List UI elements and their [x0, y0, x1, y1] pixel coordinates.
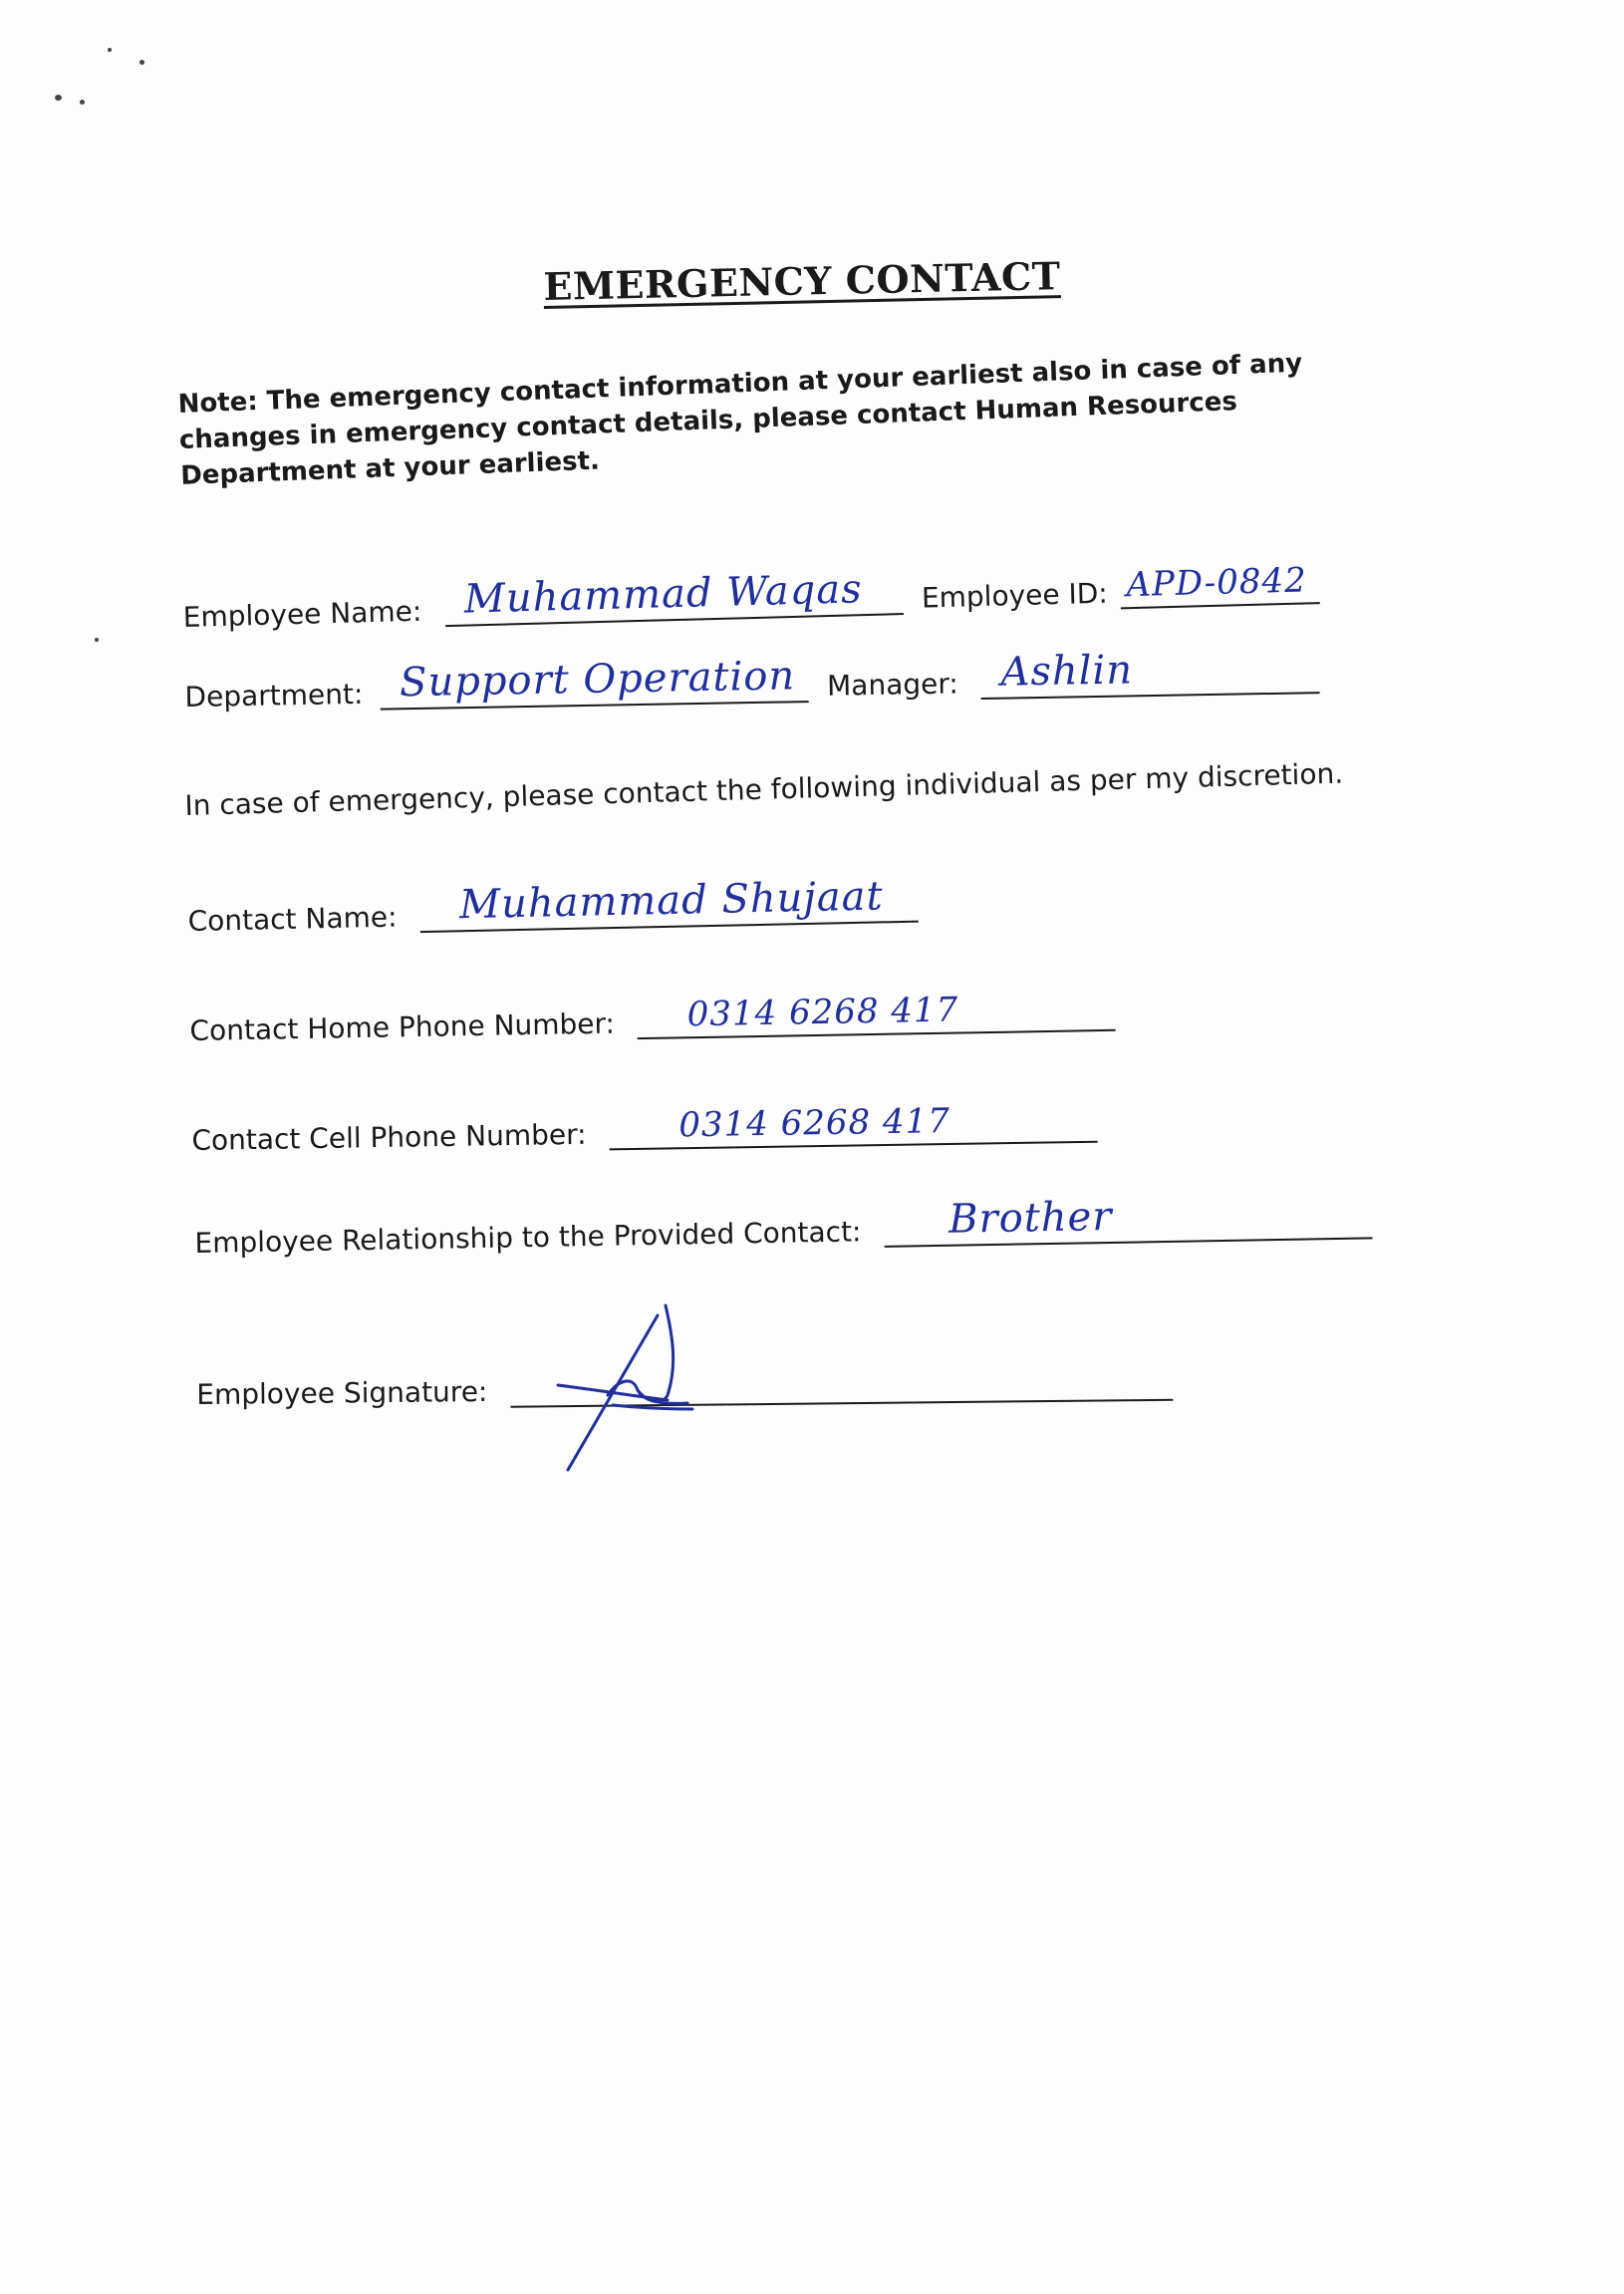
intro-text: In case of emergency, please contact the following individual as per my discretion.	[184, 756, 1344, 822]
form-note: Note: The emergency contact information at your earliest also in case of any changes in emergency contact details, please contact Human Resources Department at your earliest.	[177, 348, 1303, 491]
scan-speck	[80, 100, 85, 105]
relationship-label: Employee Relationship to the Provided Contact:	[194, 1215, 862, 1260]
department-label: Department:	[184, 677, 364, 714]
contact-name-field[interactable]	[419, 873, 919, 933]
signature-label: Employee Signature:	[196, 1374, 488, 1411]
scan-speck	[108, 48, 112, 52]
cell-phone-field[interactable]	[609, 1097, 1098, 1151]
department-value: Support Operation	[399, 653, 796, 707]
employee-row	[182, 558, 1330, 634]
signature-mark	[538, 1295, 717, 1475]
manager-label: Manager:	[826, 667, 959, 703]
contact-name-label: Contact Name:	[187, 900, 398, 938]
scan-speck	[139, 60, 144, 65]
home-phone-field[interactable]	[637, 986, 1116, 1039]
home-phone-label: Contact Home Phone Number:	[189, 1006, 616, 1047]
home-phone-value: 0314 6268 417	[686, 990, 959, 1035]
scan-speck	[55, 95, 62, 101]
manager-value: Ashlin	[1000, 647, 1134, 696]
employee-id-label: Employee ID:	[921, 576, 1109, 615]
relationship-row	[194, 1193, 1383, 1260]
scan-speck	[95, 638, 99, 642]
home-phone-row	[189, 986, 1126, 1047]
employee-id-value: APD-0842	[1125, 560, 1308, 606]
manager-field[interactable]	[980, 648, 1320, 700]
employee-name-label: Employee Name:	[182, 594, 422, 634]
employee-id-field[interactable]	[1120, 558, 1320, 609]
department-field[interactable]	[380, 653, 809, 710]
relationship-value: Brother	[947, 1193, 1113, 1243]
department-row	[184, 648, 1330, 714]
relationship-field[interactable]	[884, 1193, 1373, 1248]
contact-name-value: Muhammad Shujaat	[458, 873, 884, 929]
employee-name-field[interactable]	[443, 566, 903, 627]
employee-name-value: Muhammad Waqas	[463, 566, 864, 623]
cell-phone-row	[191, 1097, 1108, 1157]
cell-phone-label: Contact Cell Phone Number:	[191, 1117, 587, 1157]
contact-name-row	[187, 873, 929, 938]
cell-phone-value: 0314 6268 417	[678, 1101, 951, 1146]
form-title: EMERGENCY CONTACT	[543, 253, 1061, 309]
